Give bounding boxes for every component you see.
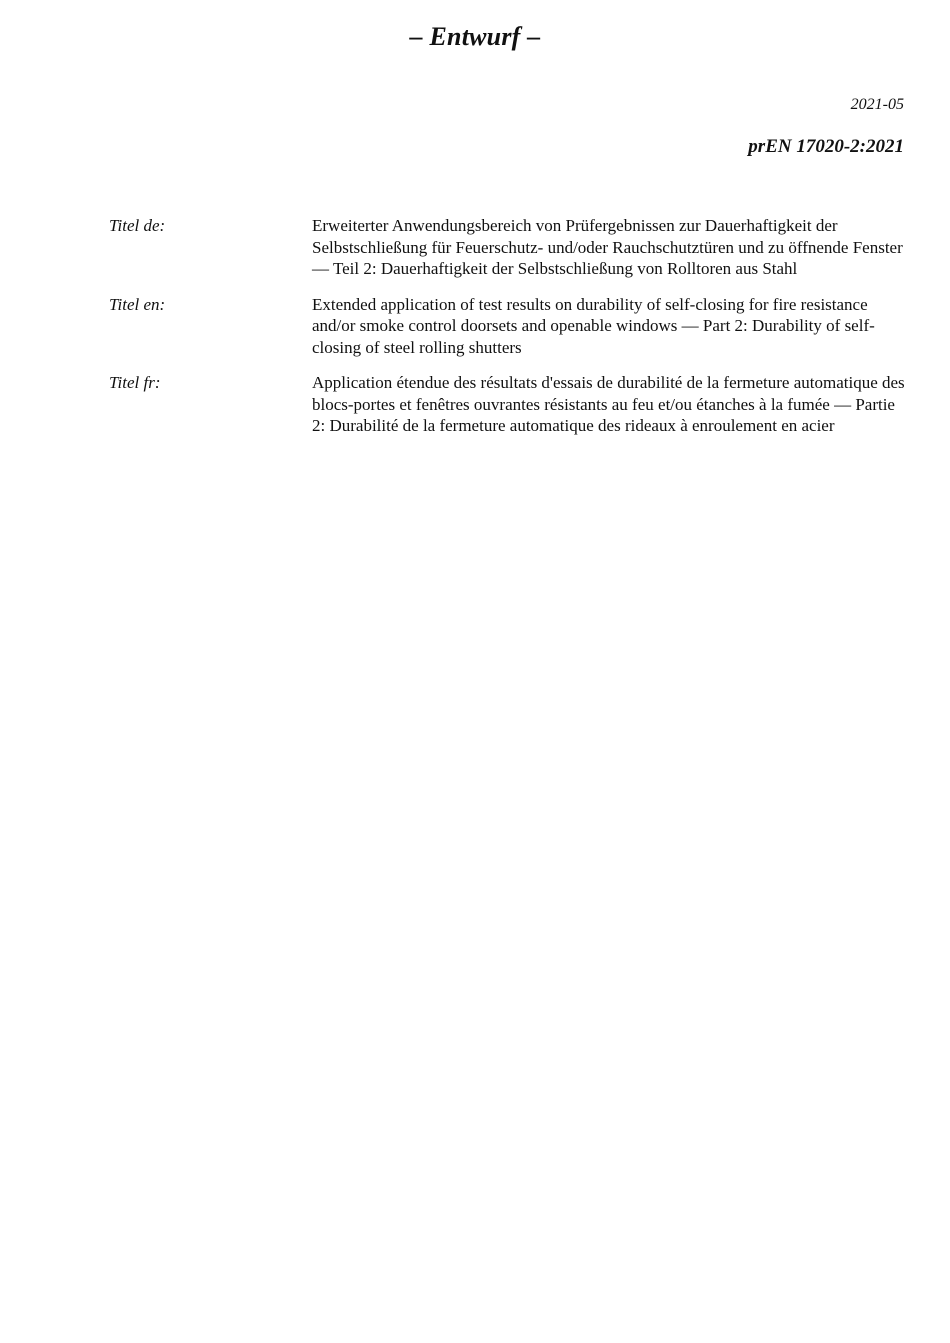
title-label-fr: Titel fr: [109, 373, 161, 392]
title-text-en: Extended application of test results on durability of self-closing for fire resistance and/or smoke control doorsets and openable windows — Part 2: Durability of self-closing of steel rolling shutters [312, 294, 875, 357]
draft-status-heading: – Entwurf – [409, 22, 541, 51]
title-text-fr: Application étendue des résultats d'essais de durabilité de la fermeture automatique des blocs-portes et fenêtres ouvrantes résistants au feu et/ou étanches à la fumée — Partie 2: Durabilité de la fermeture automatique des rideaux à enroulement en acier [312, 373, 905, 435]
title-label-de: Titel de: [109, 216, 166, 235]
title-row-de [109, 215, 909, 280]
document-date: 2021-05 [850, 96, 904, 113]
title-text-de: Erweiterter Anwendungsbereich von Prüfergebnissen zur Dauerhaftigkeit der Selbstschließung für Feuerschutz- und/oder Rauchschutztüren und zu öffnende Fenster — Teil 2: Dauerhaftigkeit der Selbstschließung von Rolltoren aus Stahl [312, 216, 903, 278]
document-number: prEN 17020-2:2021 [748, 136, 904, 157]
title-row-fr [109, 372, 909, 437]
title-label-en: Titel en: [109, 294, 166, 314]
titles-table [109, 215, 909, 451]
title-row-en [109, 294, 909, 359]
